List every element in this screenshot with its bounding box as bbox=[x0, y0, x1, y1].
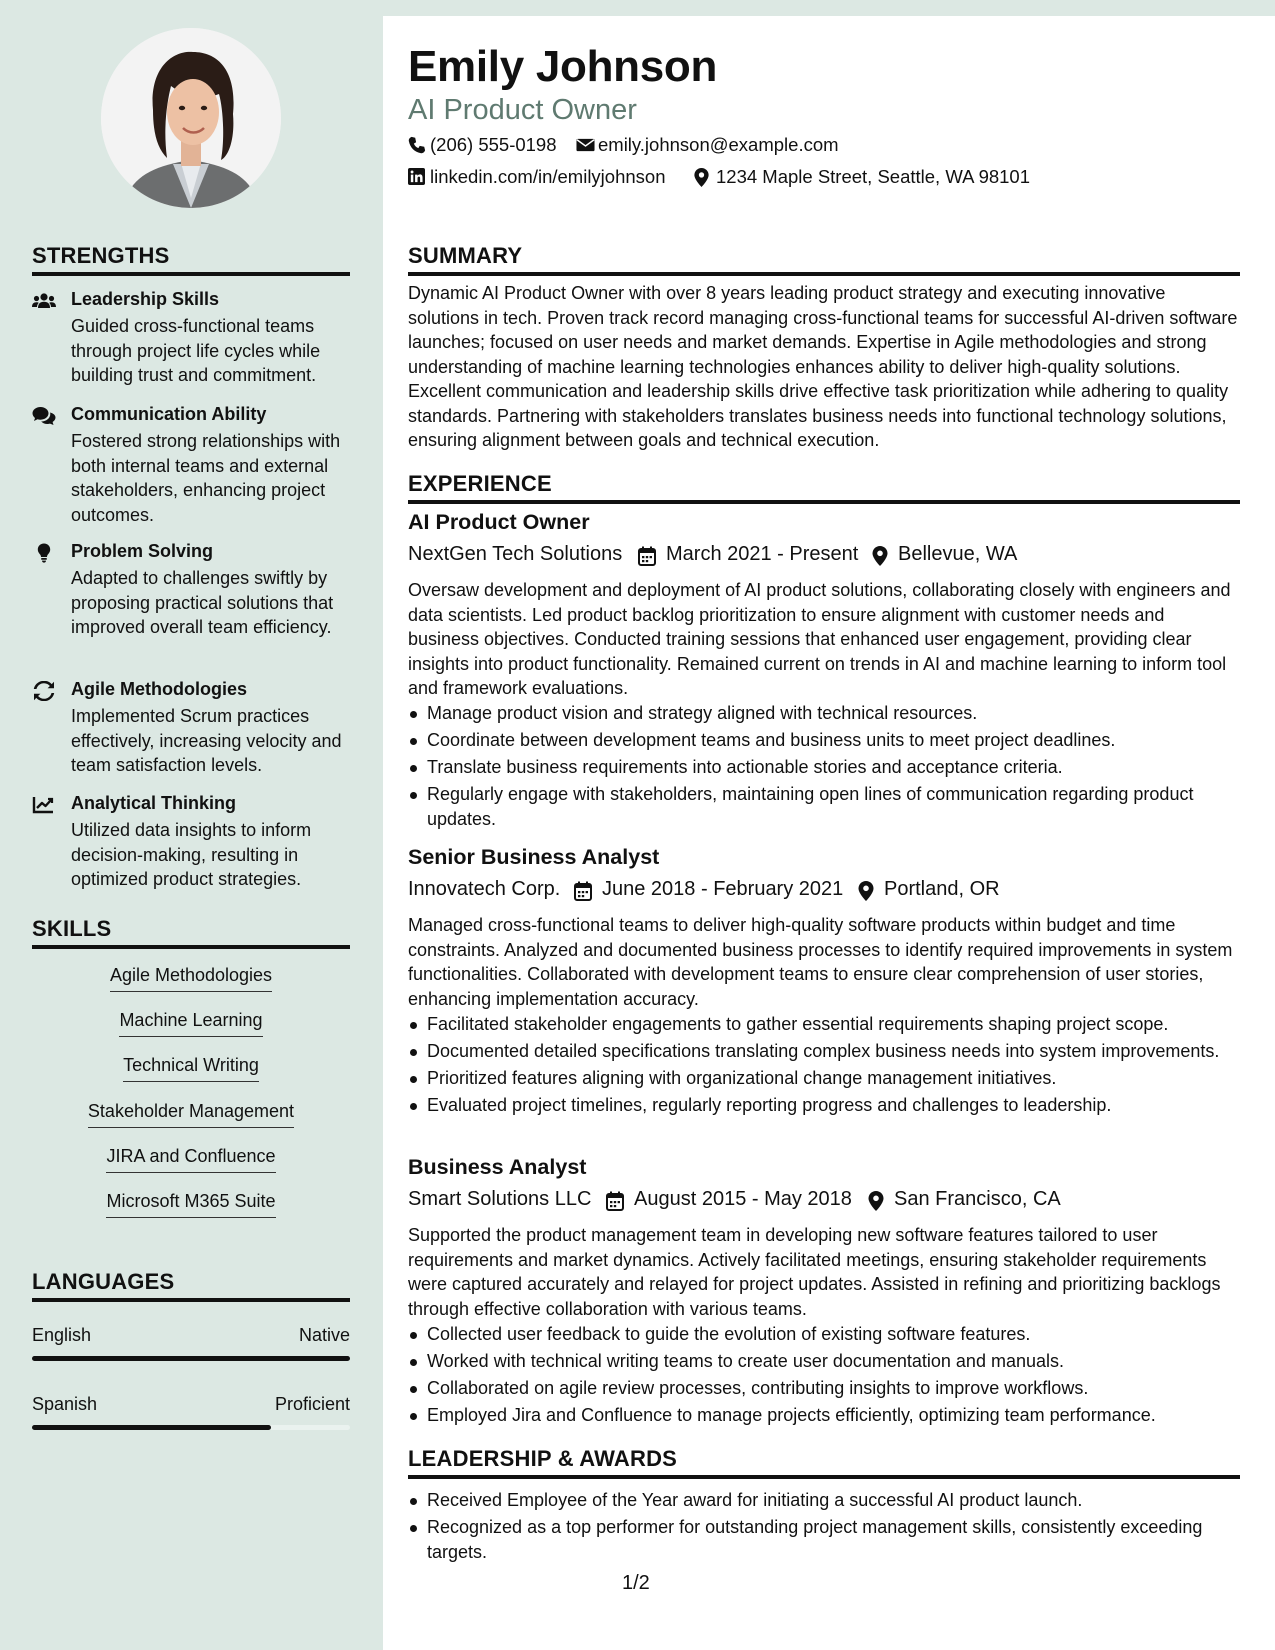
job-bullets bbox=[408, 1012, 1240, 1120]
envelope-icon bbox=[576, 136, 595, 154]
job-bullets bbox=[408, 1322, 1240, 1430]
skill-label: JIRA and Confluence bbox=[106, 1146, 275, 1173]
strengths-rule bbox=[32, 272, 350, 276]
job-location: Bellevue, WA bbox=[898, 543, 1018, 565]
skill-label: Stakeholder Management bbox=[88, 1101, 294, 1128]
experience-rule bbox=[408, 500, 1240, 504]
skill-tag bbox=[32, 1191, 350, 1218]
skill-tag bbox=[32, 1146, 350, 1173]
skill-tag bbox=[32, 965, 350, 992]
skill-tag bbox=[32, 1101, 350, 1128]
job-bullet: Regularly engage with stakeholders, maintaining open lines of communication regarding product updates. bbox=[408, 782, 1240, 831]
strengths-heading: STRENGTHS bbox=[32, 243, 170, 268]
phone-text: (206) 555-0198 bbox=[430, 134, 557, 155]
strength-desc: Implemented Scrum practices effectively, increasing velocity and team satisfaction levels. bbox=[71, 706, 342, 775]
job-bullet: Worked with technical writing teams to create user documentation and manuals. bbox=[408, 1349, 1240, 1374]
page-number: 1/2 bbox=[622, 1572, 650, 1594]
language-bar-fill bbox=[32, 1425, 271, 1430]
language-name: Spanish bbox=[32, 1394, 98, 1414]
strength-title: Analytical Thinking bbox=[71, 793, 237, 813]
job-bullet: Prioritized features aligning with organizational change management initiatives. bbox=[408, 1066, 1240, 1091]
map-marker-icon bbox=[694, 168, 709, 187]
job-description: Supported the product management team in developing new software features tailored to user requirements and market dynamics. Actively facilitated meetings, ensuring stakeholder requirements were captured accurately and relayed for project updates. Assisted in refining and prioritizing backlogs through effective collaboration with various teams. bbox=[408, 1225, 1221, 1319]
job-title: Senior Business Analyst bbox=[408, 845, 660, 869]
job-location: San Francisco, CA bbox=[894, 1188, 1061, 1210]
job-company: Innovatech Corp. bbox=[408, 878, 561, 900]
job-description: Managed cross-functional teams to deliver high-quality software products within budget and time constraints. Analyzed and documented business processes to identify required improvements in system functionalities. Collaborated with development teams to ensure clear comprehension of user stories, enhancing implementation accuracy. bbox=[408, 915, 1233, 1009]
awards-heading: LEADERSHIP & AWARDS bbox=[408, 1446, 678, 1471]
candidate-name: Emily Johnson bbox=[408, 42, 718, 91]
language-bar-fill bbox=[32, 1356, 350, 1361]
map-marker-icon bbox=[868, 1191, 884, 1211]
job-dates: August 2015 - May 2018 bbox=[634, 1188, 852, 1210]
job-company: NextGen Tech Solutions bbox=[408, 543, 623, 565]
languages-rule bbox=[32, 1298, 350, 1302]
map-marker-icon bbox=[858, 881, 874, 901]
awards-rule bbox=[408, 1475, 1240, 1479]
job-description: Oversaw development and deployment of AI product solutions, collaborating closely with engineers and data scientists. Led product backlog prioritization to ensure alignment with customer needs and business objectives. Conducted training sessions that enhanced user engagement, providing clear insights into product functionality. Remained current on trends in AI and machine learning to inform tool and framework evaluations. bbox=[408, 580, 1231, 698]
job-bullet: Coordinate between development teams and business units to meet project deadlines. bbox=[408, 728, 1240, 753]
job-bullet: Manage product vision and strategy aligned with technical resources. bbox=[408, 701, 1240, 726]
summary-rule bbox=[408, 272, 1240, 276]
skill-label: Microsoft M365 Suite bbox=[106, 1191, 275, 1218]
language-bar bbox=[32, 1425, 350, 1430]
chart-line-icon bbox=[32, 795, 56, 815]
candidate-role: AI Product Owner bbox=[408, 94, 637, 126]
lightbulb-icon bbox=[32, 543, 56, 563]
strength-desc: Utilized data insights to inform decision-making, resulting in optimized product strategies. bbox=[71, 820, 312, 889]
calendar-icon bbox=[638, 546, 656, 566]
skill-label: Agile Methodologies bbox=[110, 965, 272, 992]
phone-icon bbox=[408, 136, 426, 154]
experience-heading: EXPERIENCE bbox=[408, 471, 552, 496]
skills-rule bbox=[32, 945, 350, 949]
sync-icon bbox=[32, 681, 56, 701]
awards-bullets bbox=[408, 1488, 1240, 1567]
linkedin-icon bbox=[408, 168, 425, 185]
job-dates: June 2018 - February 2021 bbox=[602, 878, 844, 900]
job-company: Smart Solutions LLC bbox=[408, 1188, 592, 1210]
language-name: English bbox=[32, 1325, 92, 1345]
linkedin-text[interactable]: linkedin.com/in/emilyjohnson bbox=[430, 166, 666, 187]
strength-desc: Guided cross-functional teams through project life cycles while building trust and commitment. bbox=[71, 316, 321, 385]
strength-title: Leadership Skills bbox=[71, 289, 220, 309]
skill-label: Technical Writing bbox=[123, 1055, 259, 1082]
job-bullet: Collaborated on agile review processes, contributing insights to improve workflows. bbox=[408, 1376, 1240, 1401]
job-dates: March 2021 - Present bbox=[666, 543, 859, 565]
job-bullet: Translate business requirements into actionable stories and acceptance criteria. bbox=[408, 755, 1240, 780]
strength-title: Communication Ability bbox=[71, 404, 267, 424]
skill-tag bbox=[32, 1055, 350, 1082]
job-title: Business Analyst bbox=[408, 1155, 587, 1179]
strength-desc: Adapted to challenges swiftly by proposing practical solutions that improved overall team efficiency. bbox=[71, 568, 334, 637]
summary-text: Dynamic AI Product Owner with over 8 years leading product strategy and executing innovative solutions in tech. Proven track record managing cross-functional teams for successful AI-driven software launches; focused on user needs and market demands. Expertise in Agile methodologies and strong understanding of machine learning technologies enhances ability to deliver high-quality solutions. Excellent communication and leadership skills drive effective task prioritization while adhering to quality standards. Partnering with stakeholders translates business needs into functional technology solutions, ensuring alignment between goals and technical execution. bbox=[408, 283, 1238, 450]
language-level: Proficient bbox=[274, 1394, 350, 1414]
calendar-icon bbox=[574, 881, 592, 901]
avatar bbox=[101, 28, 281, 208]
strength-title: Agile Methodologies bbox=[71, 679, 248, 699]
language-level: Native bbox=[298, 1325, 350, 1345]
skill-label: Machine Learning bbox=[119, 1010, 262, 1037]
award-bullet: Recognized as a top performer for outstanding project management skills, consistently exceeding targets. bbox=[408, 1515, 1240, 1564]
award-bullet: Received Employee of the Year award for initiating a successful AI product launch. bbox=[408, 1488, 1240, 1513]
job-location: Portland, OR bbox=[884, 878, 1000, 900]
comments-icon bbox=[32, 406, 56, 426]
job-bullet: Collected user feedback to guide the evolution of existing software features. bbox=[408, 1322, 1240, 1347]
email-text[interactable]: emily.johnson@example.com bbox=[598, 134, 839, 155]
language-bar bbox=[32, 1356, 350, 1361]
summary-heading: SUMMARY bbox=[408, 243, 523, 268]
languages-heading: LANGUAGES bbox=[32, 1269, 175, 1294]
job-bullet: Documented detailed specifications translating complex business needs into system improvements. bbox=[408, 1039, 1240, 1064]
users-icon bbox=[32, 291, 56, 311]
skills-heading: SKILLS bbox=[32, 916, 112, 941]
address-text: 1234 Maple Street, Seattle, WA 98101 bbox=[716, 166, 1031, 187]
job-bullets bbox=[408, 701, 1240, 834]
calendar-icon bbox=[606, 1191, 624, 1211]
strength-desc: Fostered strong relationships with both internal teams and external stakeholders, enhancing project outcomes. bbox=[71, 431, 341, 525]
skill-tag bbox=[32, 1010, 350, 1037]
job-title: AI Product Owner bbox=[408, 510, 590, 534]
map-marker-icon bbox=[872, 546, 888, 566]
strength-title: Problem Solving bbox=[71, 541, 214, 561]
job-bullet: Evaluated project timelines, regularly reporting progress and challenges to leadership. bbox=[408, 1093, 1240, 1118]
job-bullet: Employed Jira and Confluence to manage projects efficiently, optimizing team performance. bbox=[408, 1403, 1240, 1428]
job-bullet: Facilitated stakeholder engagements to gather essential requirements shaping project scope. bbox=[408, 1012, 1240, 1037]
